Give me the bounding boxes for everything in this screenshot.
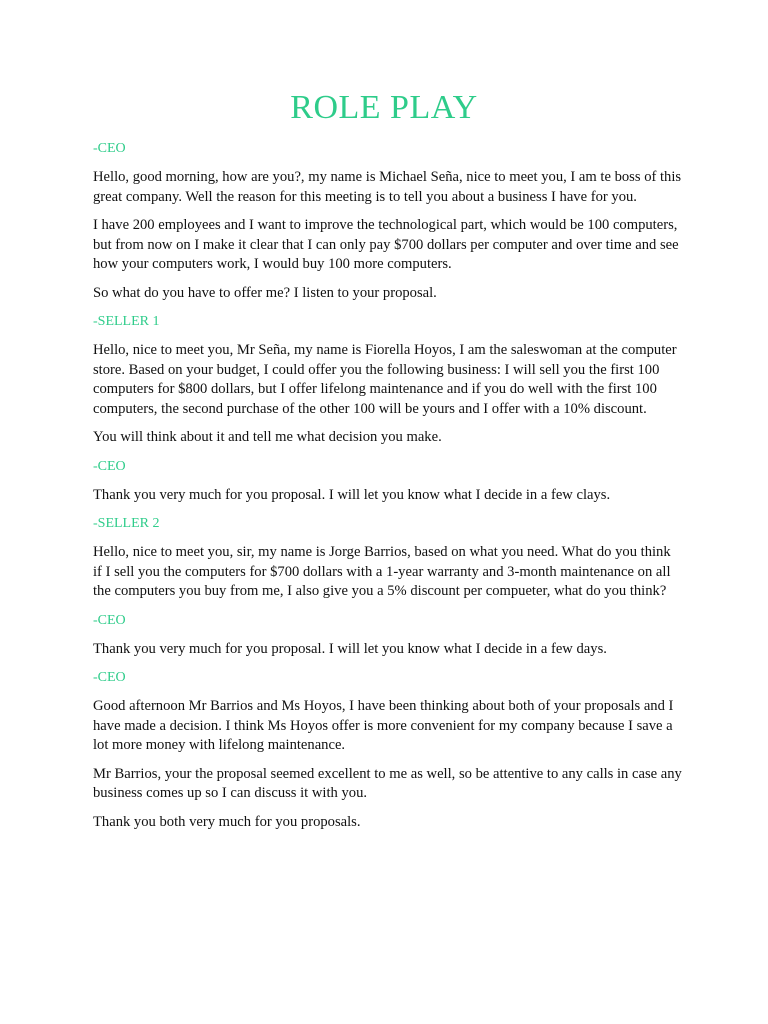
dialogue-block (93, 668, 683, 832)
dialogue-block (93, 611, 683, 660)
dialogue-paragraph: Hello, nice to meet you, sir, my name is Jorge Barrios, based on what you need. What do you think if I sell you the computers for $700 dollars with a 1-year warranty and 3-month maintenance on all the computers you buy from me, I also give you a 5% discount per compueter, what do you think? (93, 544, 671, 599)
dialogue-block (93, 312, 683, 448)
dialogue-paragraph: Thank you both very much for you proposals. (93, 813, 361, 830)
speaker-label: -CEO (93, 670, 126, 685)
dialogue-paragraph: Mr Barrios, your the proposal seemed excellent to me as well, so be attentive to any calls in case any business comes up so I can discuss it with you. (93, 765, 682, 801)
dialogue-paragraph: Hello, good morning, how are you?, my name is Michael Seña, nice to meet you, I am te boss of this great company. Well the reason for this meeting is to tell you about a business I have for you. (93, 169, 682, 205)
dialogue-block (93, 457, 683, 506)
speaker-label: -CEO (93, 612, 126, 628)
dialogue-paragraph: You will think about it and tell me what decision you make. (93, 429, 442, 445)
speaker-label: -CEO (93, 141, 126, 156)
dialogue-paragraph: Thank you very much for you proposal. I will let you know what I decide in a few days. (93, 640, 607, 657)
dialogue-block (93, 139, 683, 303)
dialogue-paragraph: Hello, nice to meet you, Mr Seña, my name is Fiorella Hoyos, I am the saleswoman at the computer store. Based on your budget, I could offer you the following business: I will sell you the first 100 computers for $800 dollars, but I offer lifelong maintenance and if you do well with the first 100 computers, the second purchase of the other 100 will be yours and I offer with a 10% discount. (93, 342, 677, 417)
speaker-label: -SELLER 1 (93, 314, 160, 329)
speaker-label: -SELLER 2 (93, 516, 160, 531)
dialogue-block (93, 514, 683, 602)
dialogue-paragraph: I have 200 employees and I want to improve the technological part, which would be 100 computers, but from now on I make it clear that I can only pay $700 dollars per computer and over time and see how your computers work, I would buy 100 more computers. (93, 217, 679, 272)
speaker-label: -CEO (93, 458, 126, 474)
dialogue-paragraph: Good afternoon Mr Barrios and Ms Hoyos, I have been thinking about both of your proposals and I have made a decision. I think Ms Hoyos offer is more convenient for my company because I save a lot more money with lifelong maintenance. (93, 698, 674, 753)
dialogue-paragraph: Thank you very much for you proposal. I will let you know what I decide in a few clays. (93, 486, 611, 503)
page-title: ROLE PLAY (290, 89, 478, 126)
dialogue-body (93, 139, 683, 841)
dialogue-paragraph: So what do you have to offer me? I listen to your proposal. (93, 284, 437, 301)
